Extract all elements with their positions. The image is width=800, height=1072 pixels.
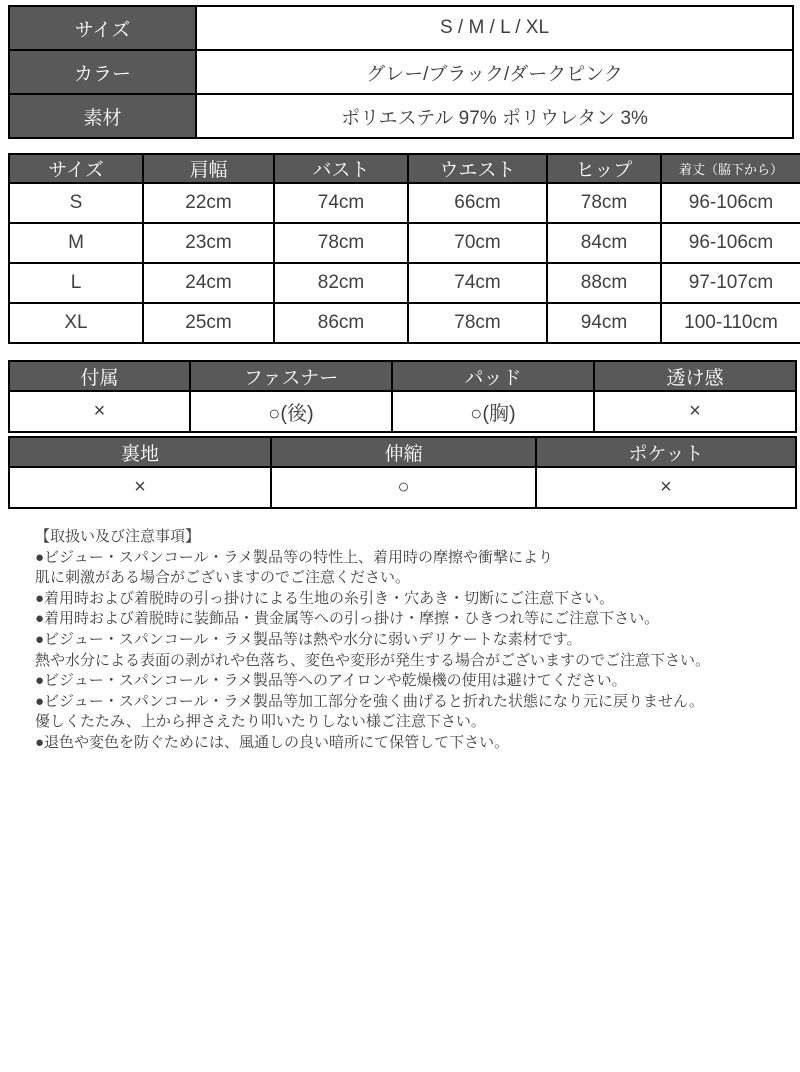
cell-size: S <box>9 183 143 223</box>
care-note-line: 優しくたたみ、上から押さえたり叩いたりしない様ご注意下さい。 <box>35 713 486 731</box>
measurements-header-row <box>9 154 800 183</box>
summary-row-material <box>9 94 793 138</box>
col-header-fastener: ファスナー <box>190 361 392 391</box>
cell-length: 100-110cm <box>661 303 800 343</box>
col-header-pad: パッド <box>392 361 594 391</box>
cell-hip: 84cm <box>547 223 661 263</box>
care-note-line: 熱や水分による表面の剥がれや色落ち、変色や変形が発生する場合がございますのでご注意下さい。 <box>35 651 711 669</box>
summary-material-label: 素材 <box>9 94 196 138</box>
care-note-line: ●ビジュー・スパンコール・ラメ製品等の特性上、着用時の摩擦や衝撃により <box>35 548 554 566</box>
care-notes-title: 【取扱い及び注意事項】 <box>35 528 201 545</box>
care-note-line: ●ビジュー・スパンコール・ラメ製品等加工部分を強く曲げると折れた状態になり元に戻りません。 <box>35 692 704 710</box>
col-header-bust: バスト <box>274 154 408 183</box>
care-note-line: 肌に刺激がある場合がございますのでご注意ください。 <box>35 569 411 587</box>
col-header-shoulder: 肩幅 <box>143 154 274 183</box>
cell-shoulder: 25cm <box>143 303 274 343</box>
summary-size-label: サイズ <box>9 6 196 50</box>
cell-stretch: ○ <box>271 467 536 508</box>
cell-sheerness: × <box>594 391 796 432</box>
col-header-pocket: ポケット <box>536 437 796 467</box>
product-spec-sheet <box>0 5 800 754</box>
features2-value-row <box>9 467 796 508</box>
care-note-line: ●ビジュー・スパンコール・ラメ製品等へのアイロンや乾燥機の使用は避けてください。 <box>35 672 627 690</box>
care-notes <box>35 527 785 754</box>
col-header-hip: ヒップ <box>547 154 661 183</box>
cell-lining: × <box>9 467 271 508</box>
cell-size: M <box>9 223 143 263</box>
features-table-1 <box>8 360 797 433</box>
cell-waist: 74cm <box>408 263 547 303</box>
summary-row-size <box>9 6 793 50</box>
cell-waist: 70cm <box>408 223 547 263</box>
cell-length: 96-106cm <box>661 223 800 263</box>
col-header-accessories: 付属 <box>9 361 190 391</box>
col-header-waist: ウエスト <box>408 154 547 183</box>
care-note-line: ●ビジュー・スパンコール・ラメ製品等は熱や水分に弱いデリケートな素材です。 <box>35 630 582 648</box>
cell-hip: 78cm <box>547 183 661 223</box>
cell-fastener: ○(後) <box>190 391 392 432</box>
cell-hip: 88cm <box>547 263 661 303</box>
cell-length: 97-107cm <box>661 263 800 303</box>
summary-material-value: ポリエステル 97% ポリウレタン 3% <box>196 94 793 138</box>
summary-table <box>8 5 794 139</box>
cell-size: L <box>9 263 143 303</box>
table-row-l <box>9 263 800 303</box>
table-row-xl <box>9 303 800 343</box>
summary-size-value: S / M / L / XL <box>196 6 793 50</box>
col-header-length: 着丈（脇下から） <box>661 154 800 183</box>
care-note-line: ●着用時および着脱時に装飾品・貴金属等への引っ掛け・摩擦・ひきつれ等にご注意下さい。 <box>35 610 660 628</box>
cell-hip: 94cm <box>547 303 661 343</box>
cell-bust: 78cm <box>274 223 408 263</box>
col-header-lining: 裏地 <box>9 437 271 467</box>
cell-bust: 86cm <box>274 303 408 343</box>
summary-row-color <box>9 50 793 94</box>
cell-pad: ○(胸) <box>392 391 594 432</box>
care-note-line: ●退色や変色を防ぐためには、風通しの良い暗所にて保管して下さい。 <box>35 733 510 751</box>
cell-waist: 78cm <box>408 303 547 343</box>
cell-length: 96-106cm <box>661 183 800 223</box>
cell-bust: 74cm <box>274 183 408 223</box>
features-table-2 <box>8 436 797 509</box>
care-note-line: ●着用時および着脱時の引っ掛けによる生地の糸引き・穴あき・切断にご注意下さい。 <box>35 589 615 607</box>
features1-value-row <box>9 391 796 432</box>
cell-bust: 82cm <box>274 263 408 303</box>
measurements-table <box>8 153 800 344</box>
summary-color-value: グレー/ブラック/ダークピンク <box>196 50 793 94</box>
features2-header-row <box>9 437 796 467</box>
cell-accessories: × <box>9 391 190 432</box>
cell-waist: 66cm <box>408 183 547 223</box>
cell-pocket: × <box>536 467 796 508</box>
col-header-size: サイズ <box>9 154 143 183</box>
table-row-m <box>9 223 800 263</box>
cell-size: XL <box>9 303 143 343</box>
col-header-sheerness: 透け感 <box>594 361 796 391</box>
cell-shoulder: 23cm <box>143 223 274 263</box>
cell-shoulder: 24cm <box>143 263 274 303</box>
table-row-s <box>9 183 800 223</box>
col-header-stretch: 伸縮 <box>271 437 536 467</box>
cell-shoulder: 22cm <box>143 183 274 223</box>
summary-color-label: カラー <box>9 50 196 94</box>
features1-header-row <box>9 361 796 391</box>
